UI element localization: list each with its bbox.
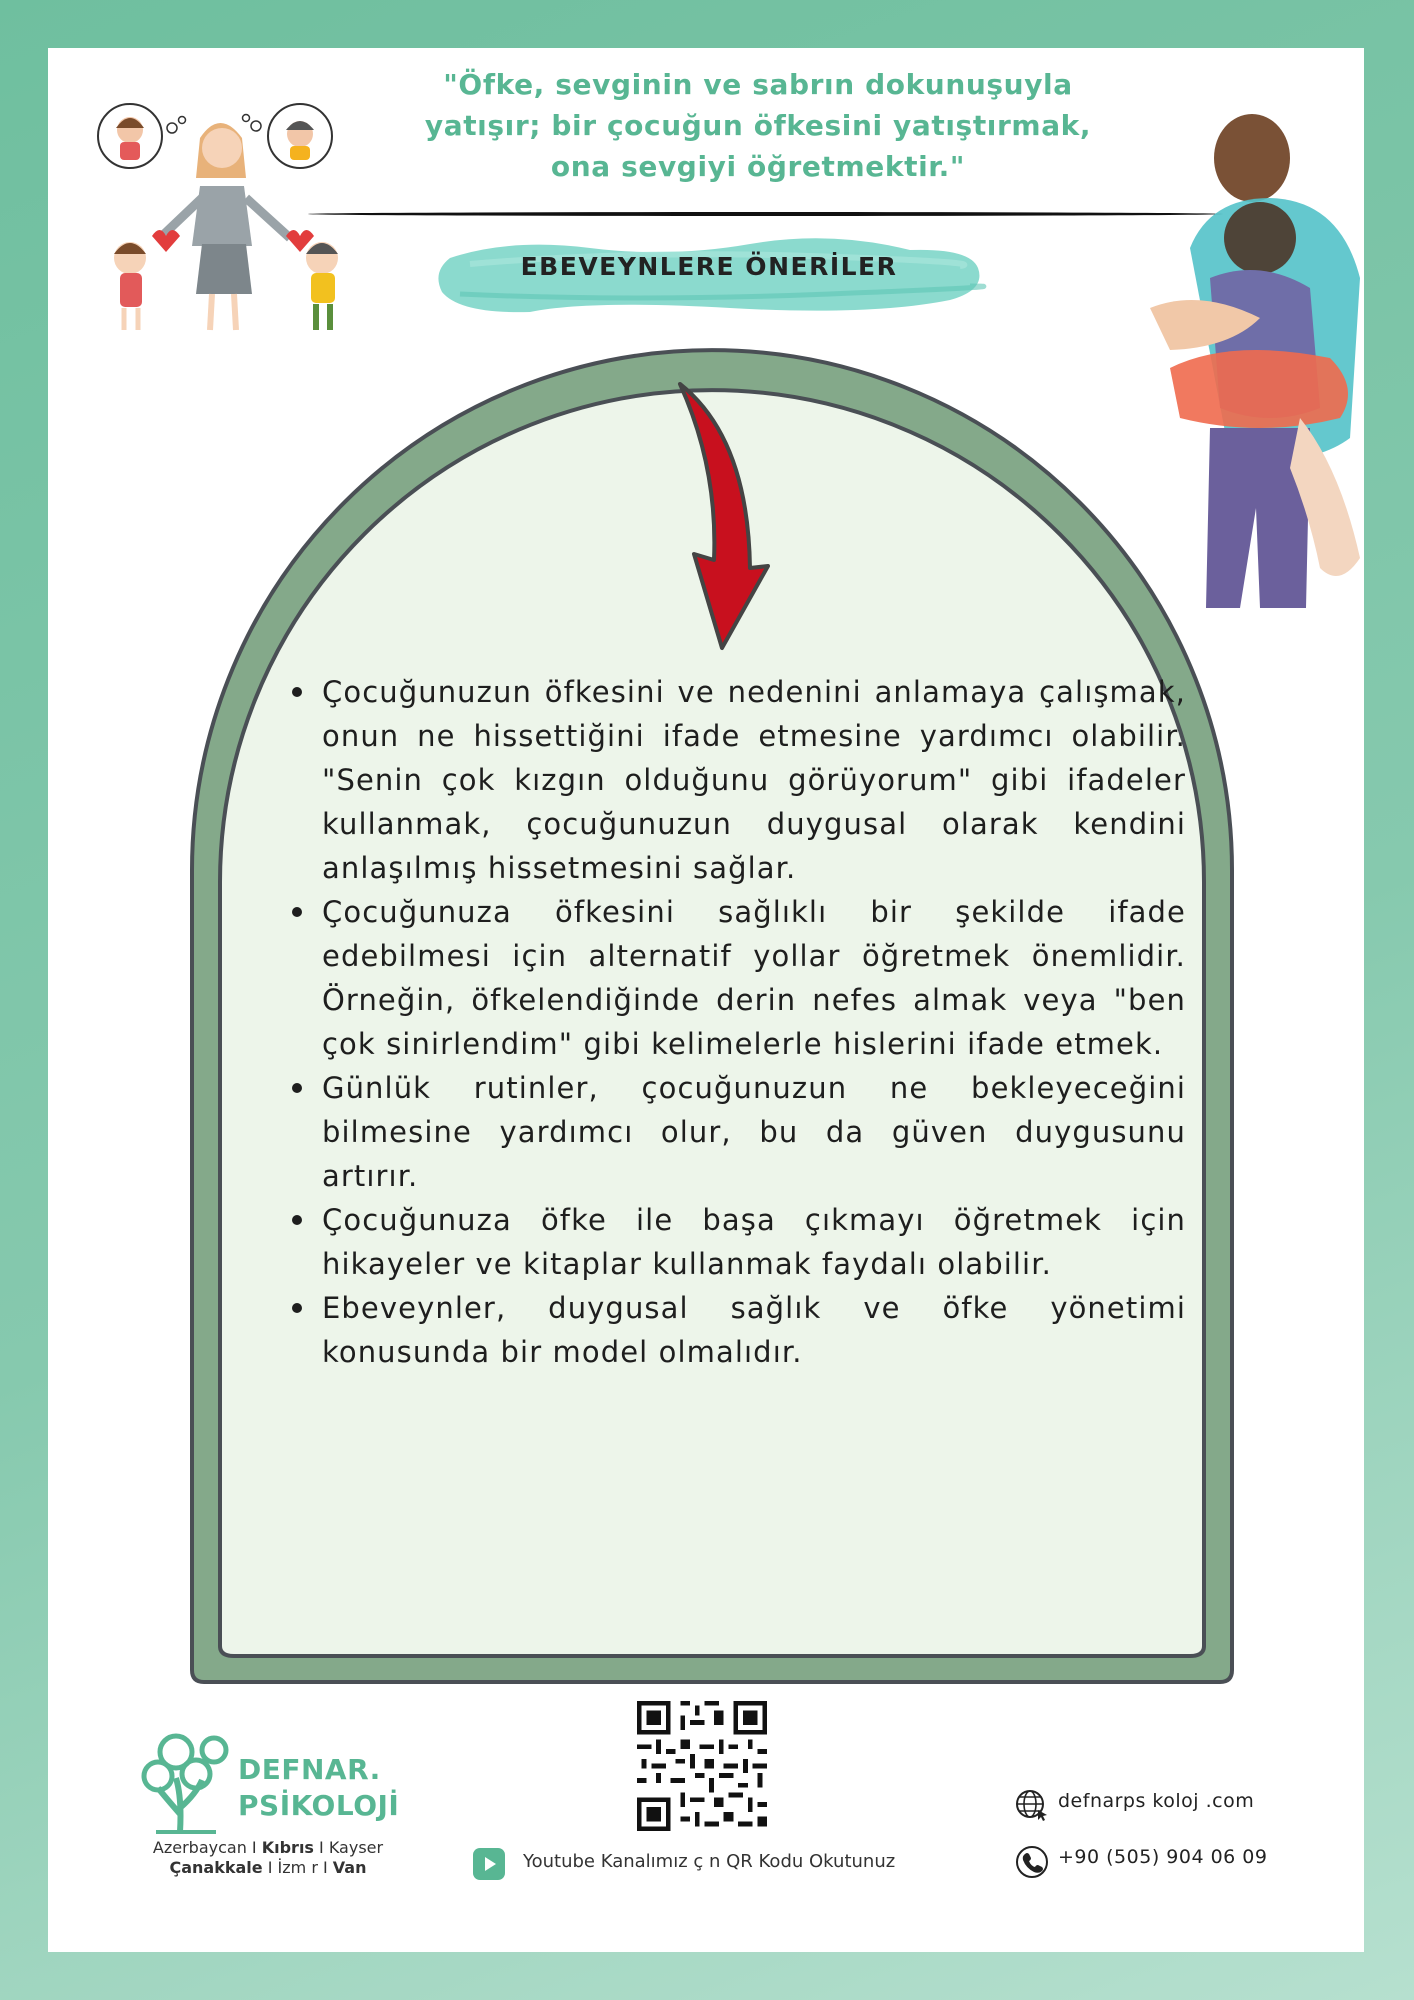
header-divider: [308, 212, 1223, 216]
tip-item: Ebeveynler, duygusal sağlık ve öfke yönetimi konusunda bir model olmalıdır.: [322, 1286, 1186, 1374]
globe-icon: [1014, 1788, 1050, 1824]
quote-text: [348, 64, 1168, 187]
tip-item: Çocuğunuza öfkesini sağlıklı bir şekilde ifade edebilmesi için alternatif yollar öğretmek önemlidir. Örneğin, öfkelendiğinde derin nefes almak veya "ben çok sinirlendim" gibi kelimelerle hislerini ifade etmek.: [322, 890, 1186, 1066]
tips-list: [286, 670, 1186, 1374]
youtube-qr-caption: Youtube Kanalımız ç n QR Kodu Okutunuz: [523, 1851, 896, 1872]
red-arrow-icon: [668, 378, 788, 658]
cities-line-1: Azerbaycan I Kıbrıs I Kayser: [152, 1838, 384, 1857]
tip-item: Çocuğunuza öfke ile başa çıkmayı öğretmek için hikayeler ve kitaplar kullanmak faydalı olabilir.: [322, 1198, 1186, 1286]
qr-code[interactable]: [632, 1696, 772, 1836]
logo-subtitle: PSİKOLOJİ: [238, 1789, 400, 1822]
logo-name: DEFNAR.: [238, 1753, 381, 1786]
quote-line: ona sevgiyi öğretmektir.": [550, 150, 966, 183]
tip-item: Günlük rutinler, çocuğunuzun ne bekleyeceğini bilmesine yardımcı olur, bu da güven duygusunu artırır.: [322, 1066, 1186, 1198]
tip-item: Çocuğunuzun öfkesini ve nedenini anlamaya çalışmak, onun ne hissettiğini ifade etmesine yardımcı olabilir. "Senin çok kızgın olduğunu görüyorum" gibi ifadeler kullanmak, çocuğunuzun duygusal olarak kendini anlaşılmış hissetmesini sağlar.: [322, 670, 1186, 890]
quote-line: yatışır; bir çocuğun öfkesini yatıştırmak,: [424, 109, 1092, 142]
quote-line: "Öfke, sevginin ve sabrın dokunuşuyla: [443, 68, 1073, 101]
website-link[interactable]: defnarps koloj .com: [1058, 1790, 1255, 1812]
phone-number[interactable]: +90 (505) 904 06 09: [1058, 1846, 1268, 1868]
teacher-children-illustration: [60, 68, 360, 348]
phone-icon: [1014, 1844, 1050, 1880]
cities-line-2: Çanakkale I İzm r I Van: [169, 1858, 367, 1877]
branch-cities: [118, 1838, 418, 1878]
poster-page: [48, 48, 1364, 1952]
youtube-icon[interactable]: [473, 1848, 505, 1880]
section-title: EBEVEYNLERE ÖNERİLER: [520, 252, 898, 281]
